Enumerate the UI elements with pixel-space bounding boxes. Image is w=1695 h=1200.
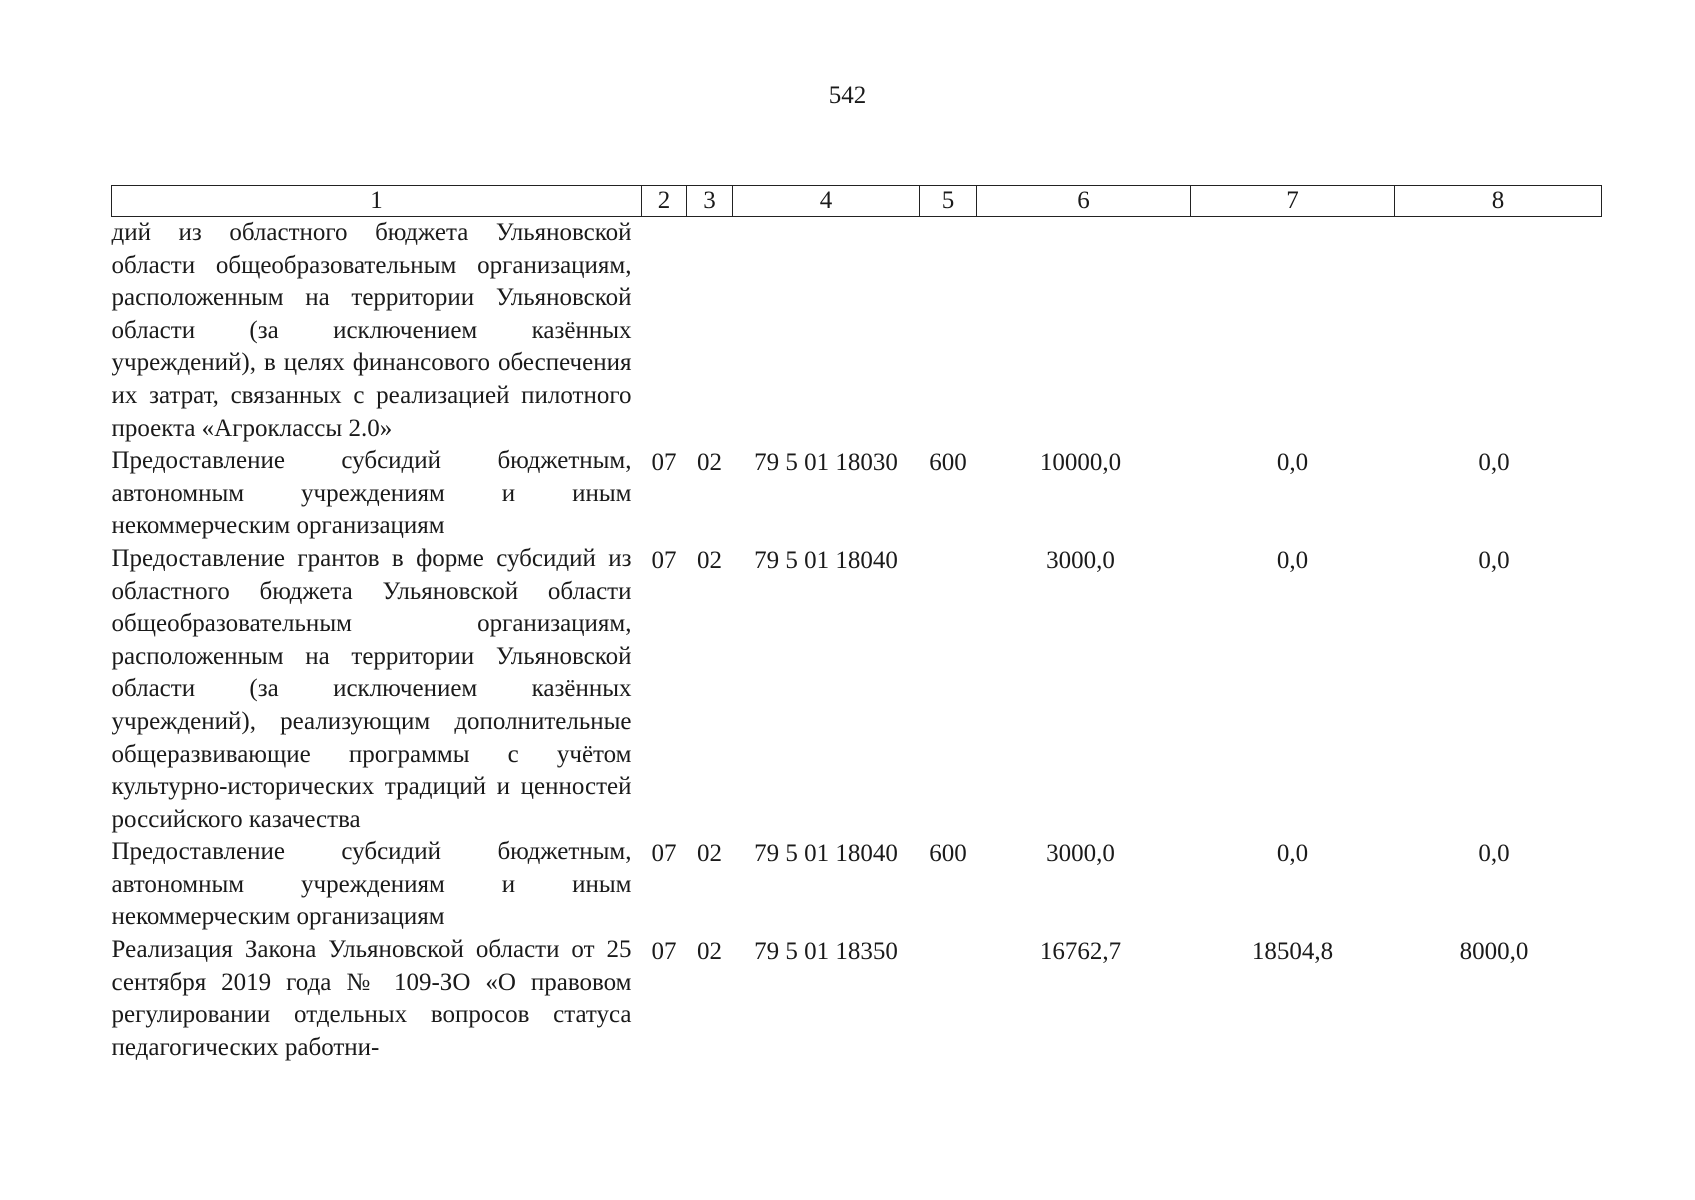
row-amount-col6: 16762,7 [1039,938,1122,966]
row-amount-col6: 3000,0 [1046,546,1115,574]
row-subsection: 02 [697,938,722,966]
row-expense-type: 600 [929,840,967,868]
row-amount-col6: 10000,0 [1039,449,1122,477]
row-target-code: 79 5 01 18040 [754,840,898,868]
column-header-1: 1 [112,186,642,217]
row-section: 07 [651,840,677,868]
row-description: Предоставление грантов в форме субсидий из областного бюджета Ульяновской области общеобразовательным организациям, расположенным на территории Ульяновской области (за исключением казённых учреждений), реализующим дополнительные общеразвивающие программы с учётом культурно-исторических традиций и ценностей российского казачества [111,544,632,833]
row-expense-type [920,217,977,446]
table-row [112,445,1602,543]
row-amount-col8: 0,0 [1478,449,1510,477]
row-amount-col7: 0,0 [1276,840,1309,868]
row-target-code: 79 5 01 18030 [754,449,898,477]
row-amount-col8 [1395,217,1602,446]
row-amount-col7: 18504,8 [1251,938,1334,966]
table-row [112,217,1602,446]
row-subsection: 02 [697,449,722,477]
page-number: 542 [828,82,867,109]
row-target-code [733,217,920,446]
row-description: Предоставление субсидий бюджетным, автономным учреждениям и иным некоммерческим организациям [111,447,632,540]
budget-table [111,185,1602,1064]
column-header-3: 3 [687,186,733,217]
row-subsection: 02 [697,546,722,574]
column-header-7: 7 [1191,186,1395,217]
row-expense-type [920,934,977,1064]
row-section: 07 [651,546,677,574]
header-row [112,186,1602,217]
row-amount-col6: 3000,0 [1046,840,1115,868]
table-row [112,934,1602,1064]
row-amount-col8: 8000,0 [1459,938,1529,966]
column-header-6: 6 [977,186,1191,217]
row-amount-col7 [1191,217,1395,446]
row-expense-type: 600 [929,449,967,477]
table-row [112,543,1602,836]
row-target-code: 79 5 01 18040 [754,546,898,574]
table-row [112,836,1602,934]
row-amount-col8: 0,0 [1478,840,1510,868]
row-description: дий из областного бюджета Ульяновской области общеобразовательным организациям, расположенным на территории Ульяновской области (за исключением казённых учреждений), в целях финансового обеспечения их затрат, связанных с реализацией пилотного проекта «Агроклассы 2.0» [111,219,632,442]
row-amount-col8: 0,0 [1478,546,1510,574]
row-amount-col6 [977,217,1191,446]
row-description: Предоставление субсидий бюджетным, автономным учреждениям и иным некоммерческим организациям [111,838,632,931]
row-section: 07 [651,938,677,966]
row-expense-type [920,543,977,836]
row-section [642,217,687,446]
column-header-5: 5 [920,186,977,217]
row-subsection: 02 [697,840,722,868]
row-subsection [687,217,733,446]
row-target-code: 79 5 01 18350 [754,938,898,966]
column-header-2: 2 [642,186,687,217]
row-section: 07 [651,449,677,477]
row-amount-col7: 0,0 [1276,449,1309,477]
column-header-8: 8 [1395,186,1602,217]
column-header-4: 4 [733,186,920,217]
row-amount-col7: 0,0 [1276,546,1309,574]
row-description: Реализация Закона Ульяновской области от 25 сентября 2019 года № 109-ЗО «О правовом регулировании отдельных вопросов статуса педагогических работни- [111,936,632,1061]
